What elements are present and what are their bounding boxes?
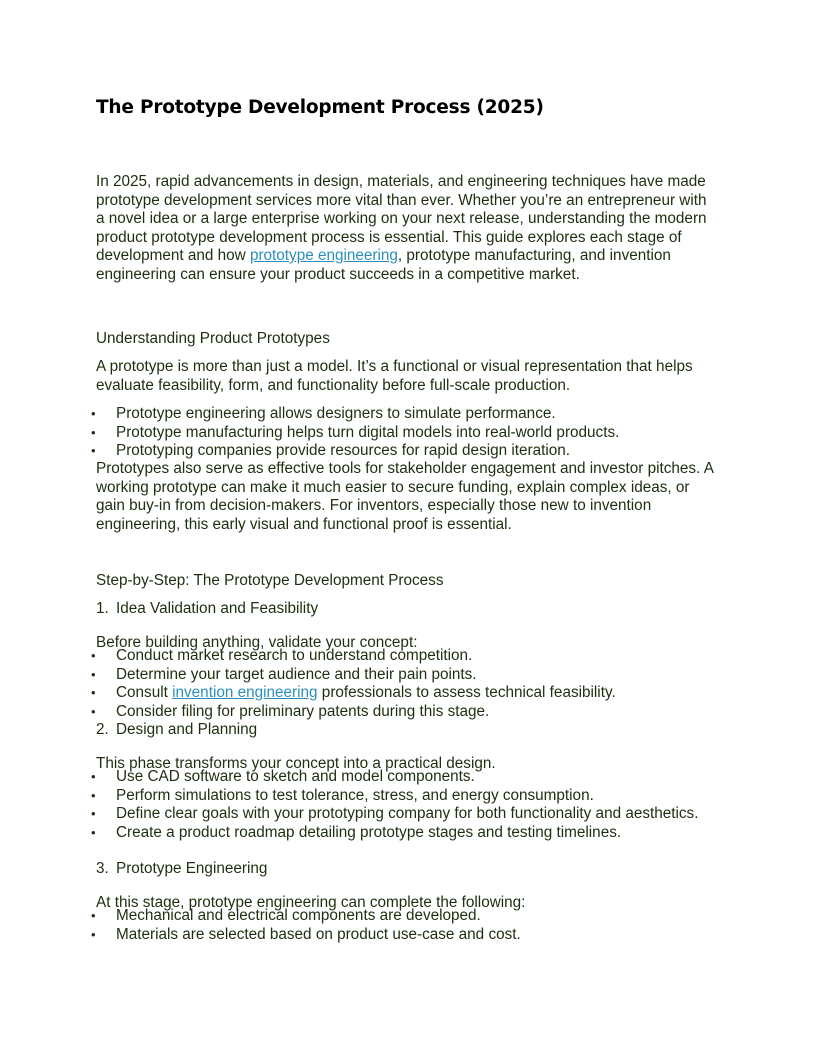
step-2-intro: This phase transforms your concept into a practical design. <box>96 755 496 773</box>
step-title-text: Idea Validation and Feasibility <box>116 600 319 617</box>
list-item: • Use CAD software to sketch and model components. <box>96 768 716 787</box>
list-item-text-before-link: Consult <box>116 684 173 701</box>
step-1-title <box>96 600 716 619</box>
section1-paragraph: A prototype is more than just a model. It’s a functional or visual representation that helps evaluate feasibility, form, and functionality before full-scale production. <box>96 358 693 394</box>
list-item: • Prototype manufacturing helps turn digital models into real-world products. <box>96 424 716 443</box>
list-item: • Define clear goals with your prototyping company for both functionality and aesthetics. <box>96 805 716 824</box>
section1-bullet-list <box>96 405 716 461</box>
list-item: • Mechanical and electrical components are developed. <box>96 907 716 926</box>
step-number: 3. <box>96 860 109 877</box>
invention-engineering-link[interactable]: invention engineering <box>172 684 318 701</box>
list-item: • Perform simulations to test tolerance, stress, and energy consumption. <box>96 787 716 806</box>
step-1-intro: Before building anything, validate your concept: <box>96 634 418 652</box>
list-item: • Materials are selected based on product use-case and cost. <box>96 926 716 945</box>
step-number: 1. <box>96 600 109 617</box>
section-heading-understanding: Understanding Product Prototypes <box>96 330 330 347</box>
intro-paragraph <box>96 173 716 284</box>
list-item: • Conduct market research to understand competition. <box>96 647 716 666</box>
step-3-intro: At this stage, prototype engineering can complete the following: <box>96 894 526 912</box>
step-1-bullet-list <box>96 647 716 721</box>
step-3-bullet-list <box>96 907 716 944</box>
step-2-title <box>96 721 716 740</box>
list-item: • Prototyping companies provide resources for rapid design iteration. <box>96 442 716 461</box>
step-3-title <box>96 860 716 879</box>
list-item: • Determine your target audience and their pain points. <box>96 666 716 685</box>
step-number: 2. <box>96 721 109 738</box>
list-item <box>96 684 716 703</box>
list-item: • Create a product roadmap detailing prototype stages and testing timelines. <box>96 824 716 843</box>
step-title-text: Design and Planning <box>116 721 258 738</box>
step-2-bullet-list <box>96 768 716 842</box>
prototype-engineering-link[interactable]: prototype engineering <box>249 247 398 264</box>
step-title-text: Prototype Engineering <box>116 860 268 877</box>
list-item: • Prototype engineering allows designers to simulate performance. <box>96 405 716 424</box>
section-heading-step-by-step: Step-by-Step: The Prototype Development Process <box>96 572 444 589</box>
intro-text-after-link: , prototype manufacturing, and invention engineering can ensure your product succeeds in a competitive market. <box>96 247 671 283</box>
list-item: • Consider filing for preliminary patents during this stage. <box>96 703 716 722</box>
section1-closing-paragraph: Prototypes also serve as effective tools for stakeholder engagement and investor pitches. A working prototype can make it much easier to secure funding, explain complex ideas, or gain buy-in from decision-makers. For inventors, especially those new to invention engineering, this early visual and functional proof is essential. <box>96 460 714 533</box>
document-title: The Prototype Development Process (2025) <box>96 97 544 118</box>
list-item-text-after-link: professionals to assess technical feasibility. <box>317 684 616 701</box>
intro-text-before-link: In 2025, rapid advancements in design, materials, and engineering techniques have made prototype development services more vital than ever. Whether you’re an entrepreneur with a novel idea or a large enterprise working on your next release, understanding the modern product prototype development process is essential. This guide explores each stage of development and how <box>96 173 707 264</box>
